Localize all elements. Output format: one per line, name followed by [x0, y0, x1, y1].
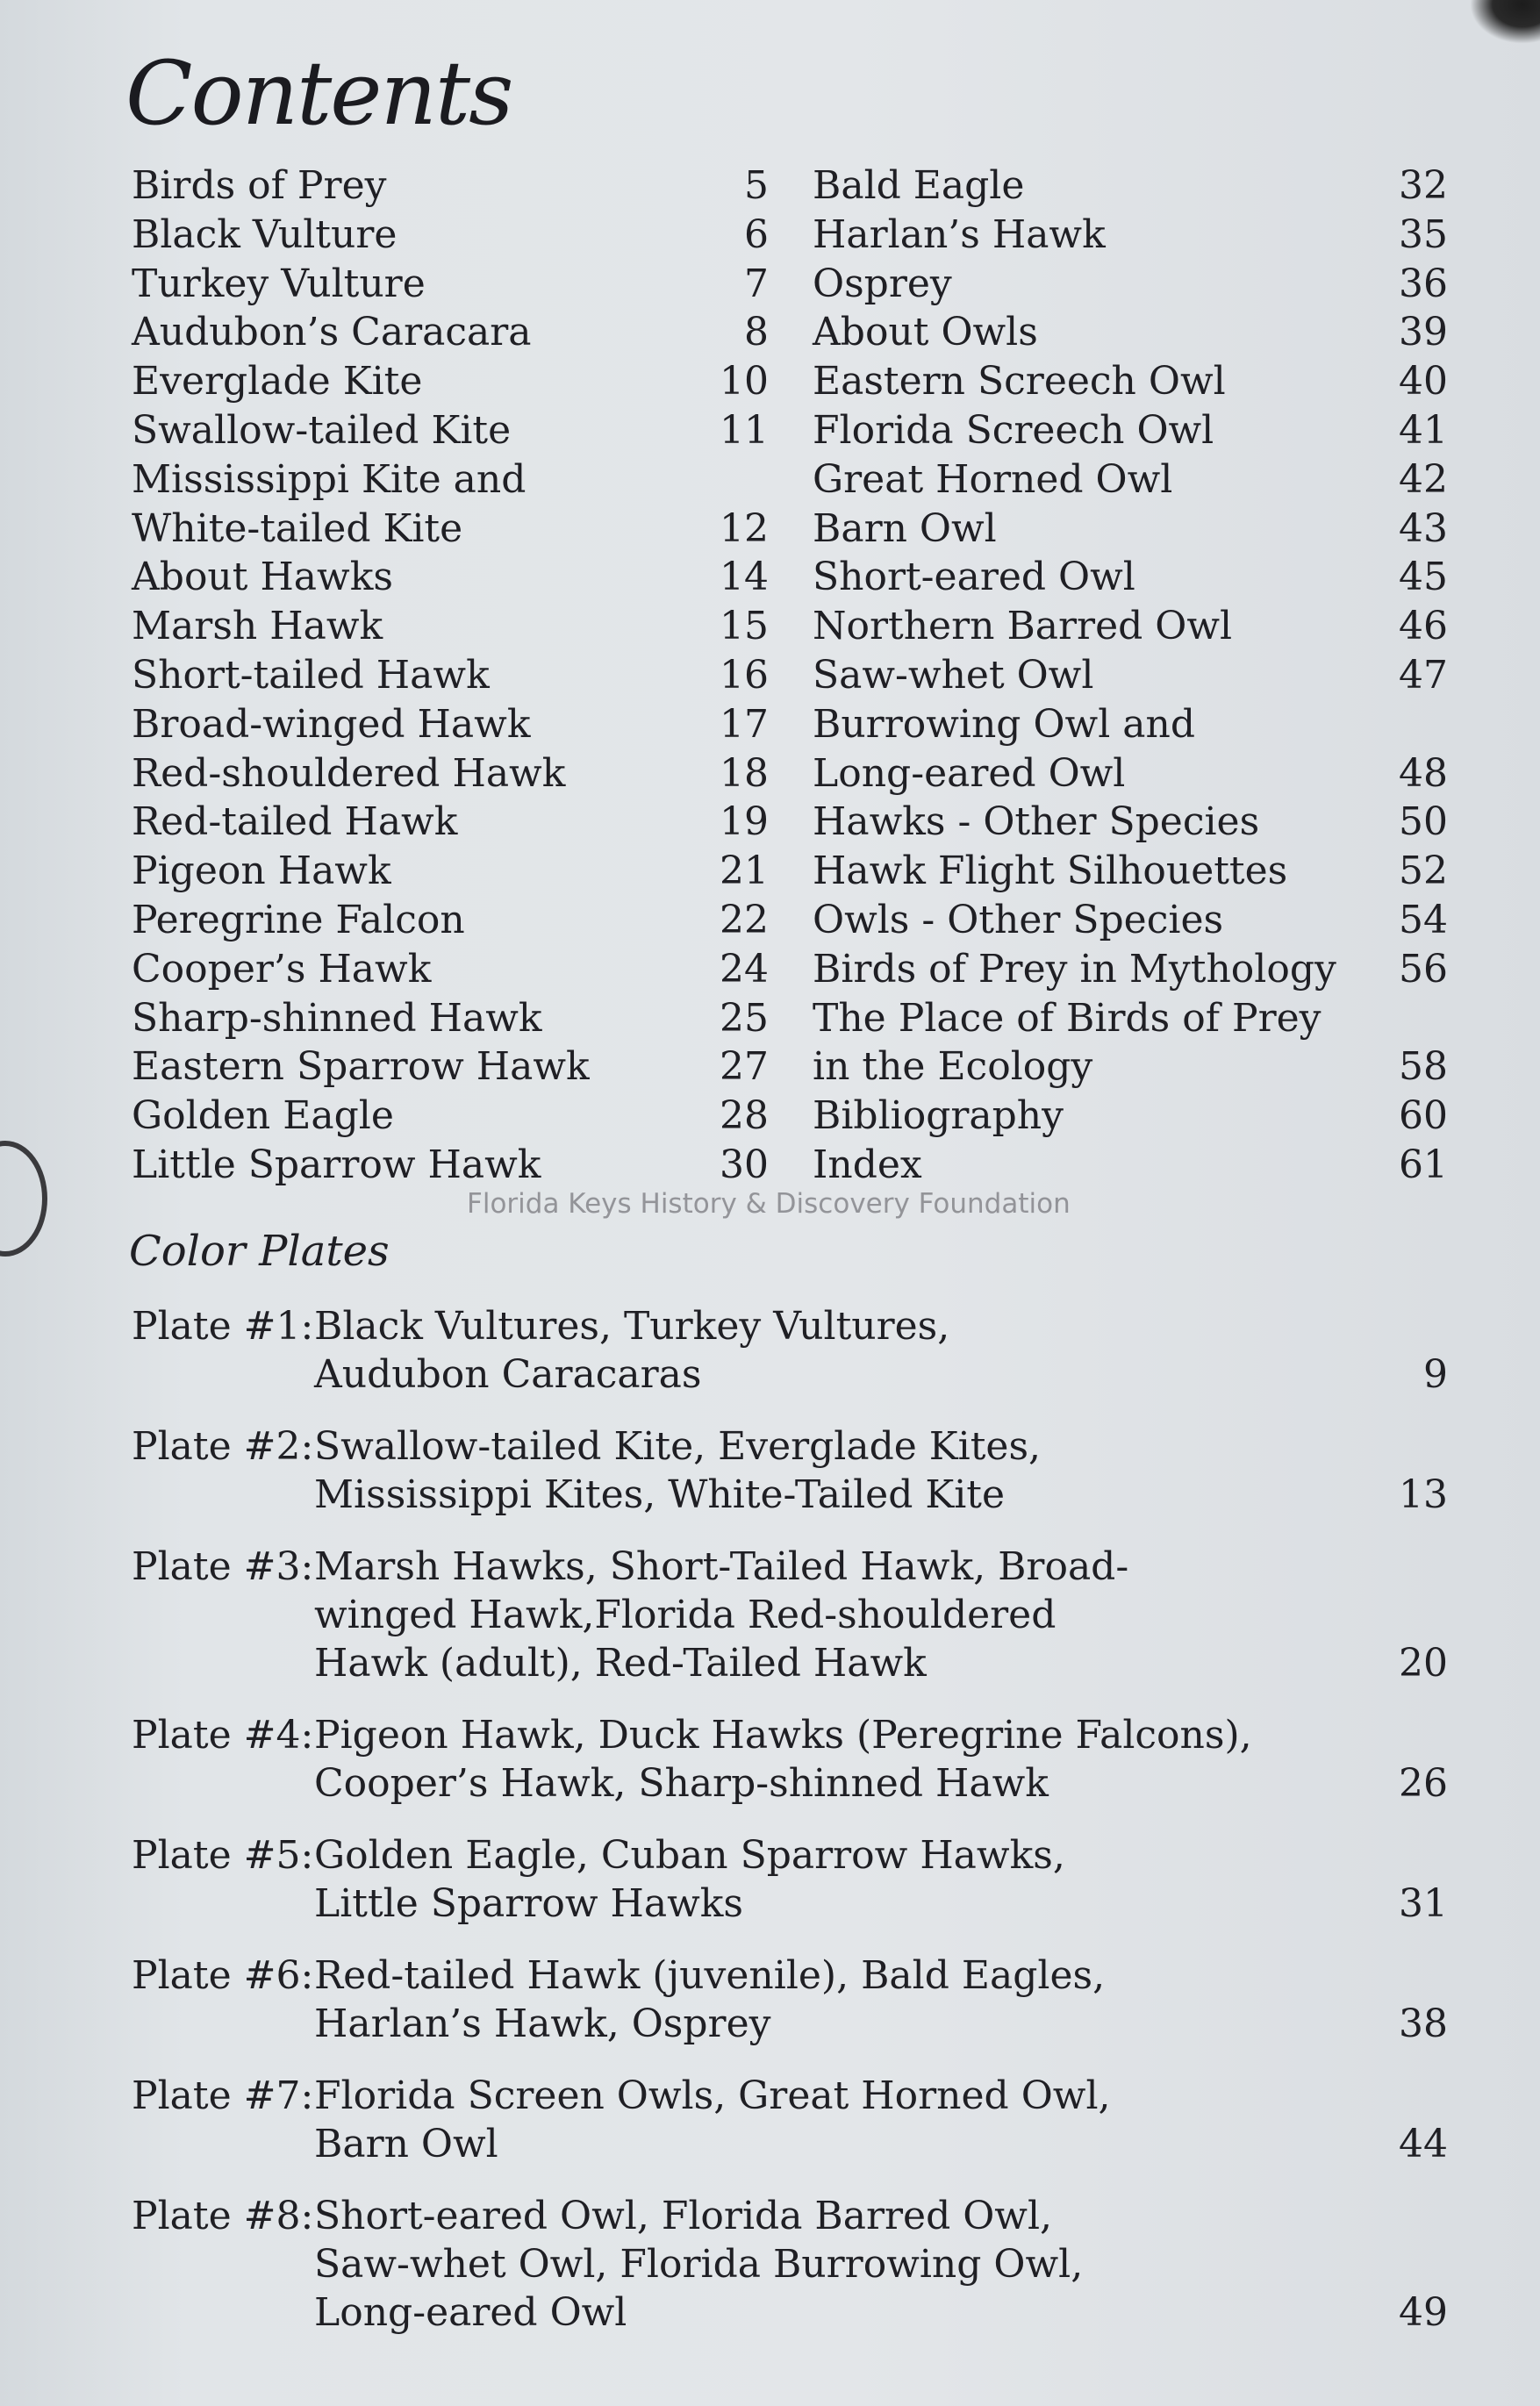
toc-entry-page: 35 [1399, 211, 1448, 257]
toc-entry-page: 17 [720, 701, 769, 747]
plate-description-line: Saw-whet Owl, Florida Burrowing Owl, [314, 2242, 1084, 2287]
toc-entry [813, 211, 1448, 260]
plate-entry [132, 2072, 1448, 2168]
plate-label: Plate #3: [132, 1544, 314, 1589]
plate-description-line: Black Vultures, Turkey Vultures, [314, 1304, 950, 1349]
toc-entry-page: 27 [720, 1044, 769, 1090]
toc-entry-title: Barn Owl [813, 505, 997, 551]
toc-entry [813, 455, 1448, 505]
plate-description-line: Harlan’s Hawk, Osprey [314, 2001, 771, 2046]
toc-entry-title: Cooper’s Hawk [132, 946, 432, 992]
toc-entry-page: 25 [720, 995, 769, 1041]
plate-entry [132, 1711, 1448, 1808]
plate-entry [132, 1302, 1448, 1399]
plate-description-line: Florida Screen Owls, Great Horned Owl, [314, 2073, 1111, 2118]
toc-entry-title: Black Vulture [132, 211, 398, 257]
toc-entry-title: Osprey [813, 261, 952, 306]
plate-label: Plate #1: [132, 1304, 314, 1349]
color-plates-list [132, 1302, 1448, 2360]
plate-description-line: Barn Owl [314, 2122, 498, 2166]
toc-entry-page: 22 [720, 897, 769, 942]
plate-description-line: winged Hawk,Florida Red-shouldered [314, 1593, 1057, 1637]
toc-entry-page: 15 [720, 604, 769, 649]
toc-entry-page: 39 [1399, 310, 1448, 355]
toc-entry [132, 602, 769, 651]
toc-entry-page: 50 [1399, 799, 1448, 845]
plate-entry [132, 1951, 1448, 2048]
toc-entry [132, 455, 769, 554]
toc-entry [132, 994, 769, 1043]
plate-description-line: Mississippi Kites, White-Tailed Kite [314, 1472, 1006, 1517]
toc-entry-title-line: The Place of Birds of Prey [813, 995, 1322, 1041]
toc-entry [132, 211, 769, 260]
toc-entry-page: 61 [1399, 1142, 1448, 1187]
toc-entry [813, 651, 1448, 700]
toc-entry-page: 54 [1399, 897, 1448, 942]
toc-entry-page: 28 [720, 1093, 769, 1139]
plate-label: Plate #6: [132, 1953, 314, 1998]
toc-entry [132, 308, 769, 357]
toc-entry-title: About Hawks [132, 555, 393, 600]
toc-entry-title [813, 994, 1369, 1092]
toc-left-column [132, 161, 769, 1190]
toc-entry [813, 945, 1448, 994]
toc-entry-title: Broad-winged Hawk [132, 701, 531, 747]
toc-entry-page: 40 [1399, 359, 1448, 405]
toc-entry-title-line: Burrowing Owl and [813, 701, 1195, 747]
plate-description-line: Long-eared Owl [314, 2290, 627, 2335]
toc-entry [813, 847, 1448, 896]
toc-entry [132, 700, 769, 749]
toc-entry-page: 18 [720, 750, 769, 796]
toc-entry [813, 602, 1448, 651]
toc-entry [813, 505, 1448, 554]
toc-entry-title: Turkey Vulture [132, 261, 426, 306]
plate-label: Plate #2: [132, 1424, 314, 1469]
plate-entry [132, 1831, 1448, 1928]
plate-label: Plate #8: [132, 2194, 314, 2238]
page-corner-shadow [1470, 0, 1540, 44]
plate-description-line: Golden Eagle, Cuban Sparrow Hawks, [314, 1833, 1065, 1878]
plate-description-line: Hawk (adult), Red-Tailed Hawk [314, 1641, 927, 1686]
plate-description-line: Marsh Hawks, Short-Tailed Hawk, Broad- [314, 1544, 1129, 1589]
plate-entry [132, 1543, 1448, 1687]
toc-entry [813, 406, 1448, 455]
toc-entry-title: Peregrine Falcon [132, 897, 465, 942]
toc-entry-title: Hawk Flight Silhouettes [813, 849, 1288, 894]
toc-entry [132, 847, 769, 896]
plate-page: 13 [1399, 1472, 1448, 1517]
toc-entry-title: Audubon’s Caracara [132, 310, 532, 355]
plate-description [314, 1951, 1360, 2048]
toc-entry-title: Great Horned Owl [813, 456, 1173, 502]
toc-entry-title: Marsh Hawk [132, 604, 383, 649]
plate-page: 44 [1399, 2122, 1448, 2166]
toc-entry-title: Birds of Prey [132, 163, 387, 208]
plate-entry [132, 2192, 1448, 2337]
toc-entry [132, 1042, 769, 1092]
plate-description [314, 2192, 1360, 2337]
plate-description-line: Short-eared Owl, Florida Barred Owl, [314, 2194, 1053, 2238]
plate-description [314, 1543, 1360, 1687]
plate-page: 26 [1399, 1761, 1448, 1806]
toc-entry-page: 10 [720, 359, 769, 405]
toc-entry-page: 24 [720, 946, 769, 992]
plate-label: Plate #5: [132, 1833, 314, 1878]
toc-entry [813, 260, 1448, 309]
toc-entry [813, 896, 1448, 945]
toc-entry [813, 1141, 1448, 1190]
toc-entry-page: 32 [1399, 163, 1448, 208]
toc-entry [813, 798, 1448, 847]
toc-entry [132, 1141, 769, 1190]
toc-entry-title [132, 455, 690, 554]
page-title: Contents [125, 42, 512, 145]
toc-entry [132, 945, 769, 994]
watermark-text: Florida Keys History & Discovery Foundation [467, 1188, 1071, 1220]
toc-entry-title: Swallow-tailed Kite [132, 407, 512, 453]
toc-entry-page: 52 [1399, 849, 1448, 894]
toc-entry [132, 651, 769, 700]
plate-entry [132, 1422, 1448, 1519]
plate-description [314, 1711, 1360, 1808]
plate-description [314, 1422, 1360, 1519]
toc-entry-page: 43 [1399, 505, 1448, 551]
toc-entry-page: 16 [720, 652, 769, 698]
toc-entry-title: Harlan’s Hawk [813, 211, 1106, 257]
toc-entry-title: Short-eared Owl [813, 555, 1135, 600]
toc-entry-title: Golden Eagle [132, 1093, 394, 1139]
plate-page: 49 [1399, 2290, 1448, 2335]
toc-entry [813, 700, 1448, 798]
toc-entry-title: Owls - Other Species [813, 897, 1224, 942]
toc-entry-title: Hawks - Other Species [813, 799, 1260, 845]
toc-entry-title: Bald Eagle [813, 163, 1025, 208]
plate-page: 31 [1399, 1881, 1448, 1926]
toc-entry-title: Eastern Screech Owl [813, 359, 1226, 405]
toc-entry-page: 12 [720, 505, 769, 551]
plate-page: 9 [1423, 1352, 1448, 1397]
toc-entry-page: 36 [1399, 261, 1448, 306]
plate-description-line: Swallow-tailed Kite, Everglade Kites, [314, 1424, 1042, 1469]
toc-entry-page: 6 [744, 211, 769, 257]
toc-entry [132, 161, 769, 211]
toc-entry-title-line: Mississippi Kite and [132, 456, 526, 502]
toc-entry [813, 553, 1448, 602]
plate-description-line: Audubon Caracaras [314, 1352, 702, 1397]
toc-entry-title: Index [813, 1142, 922, 1187]
plate-page: 20 [1399, 1641, 1448, 1686]
toc-entry-page: 48 [1399, 750, 1448, 796]
toc-entry [813, 1092, 1448, 1141]
binder-ring [0, 1141, 47, 1257]
toc-entry-page: 47 [1399, 652, 1448, 698]
toc-entry-title [813, 700, 1369, 798]
toc-entry [813, 308, 1448, 357]
toc-entry-title: Sharp-shinned Hawk [132, 995, 542, 1041]
toc-right-column [813, 161, 1448, 1190]
toc-entry-page: 41 [1399, 407, 1448, 453]
toc-entry-title: Pigeon Hawk [132, 849, 391, 894]
toc-entry-title-line: in the Ecology [813, 1044, 1093, 1090]
toc-entry-title: Everglade Kite [132, 359, 423, 405]
toc-entry-title: Red-shouldered Hawk [132, 750, 566, 796]
toc-entry [132, 749, 769, 798]
toc-entry [132, 553, 769, 602]
plate-description [314, 1302, 1360, 1399]
toc-entry-title: About Owls [813, 310, 1038, 355]
toc-entry [813, 357, 1448, 406]
toc-entry-page: 8 [744, 310, 769, 355]
toc-entry-title-line: Long-eared Owl [813, 750, 1126, 796]
toc-entry [132, 260, 769, 309]
toc-entry-title: Short-tailed Hawk [132, 652, 490, 698]
toc-entry-page: 14 [720, 555, 769, 600]
toc-entry-title: Saw-whet Owl [813, 652, 1094, 698]
plate-description-line: Red-tailed Hawk (juvenile), Bald Eagles, [314, 1953, 1106, 1998]
toc-entry-title: Bibliography [813, 1093, 1064, 1139]
plate-description-line: Cooper’s Hawk, Sharp-shinned Hawk [314, 1761, 1049, 1806]
toc-entry-page: 21 [720, 849, 769, 894]
toc-entry-page: 42 [1399, 456, 1448, 502]
color-plates-heading: Color Plates [129, 1227, 390, 1276]
toc-entry-page: 56 [1399, 946, 1448, 992]
toc-entry [813, 994, 1448, 1092]
toc-entry-page: 7 [744, 261, 769, 306]
toc-entry [132, 1092, 769, 1141]
toc-entry-title-line: White-tailed Kite [132, 505, 463, 551]
plate-label: Plate #7: [132, 2073, 314, 2118]
toc-entry [813, 161, 1448, 211]
plate-label: Plate #4: [132, 1713, 314, 1758]
toc-entry [132, 357, 769, 406]
toc-entry-title: Northern Barred Owl [813, 604, 1233, 649]
toc-entry-title: Little Sparrow Hawk [132, 1142, 541, 1187]
toc-entry-page: 19 [720, 799, 769, 845]
plate-description [314, 2072, 1360, 2168]
toc-entry-page: 60 [1399, 1093, 1448, 1139]
toc-entry-page: 30 [720, 1142, 769, 1187]
plate-page: 38 [1399, 2001, 1448, 2046]
plate-description-line: Pigeon Hawk, Duck Hawks (Peregrine Falcons), [314, 1713, 1252, 1758]
plate-description-line: Little Sparrow Hawks [314, 1881, 744, 1926]
toc-entry-page: 45 [1399, 555, 1448, 600]
toc-entry-title: Florida Screech Owl [813, 407, 1214, 453]
plate-description [314, 1831, 1360, 1928]
toc-entry-title: Red-tailed Hawk [132, 799, 458, 845]
toc-entry-page: 46 [1399, 604, 1448, 649]
toc-entry [132, 798, 769, 847]
toc-entry [132, 896, 769, 945]
toc-entry-page: 11 [720, 407, 769, 453]
toc-entry-title: Birds of Prey in Mythology [813, 946, 1336, 992]
toc-entry-page: 58 [1399, 1044, 1448, 1090]
toc-entry-page: 5 [744, 163, 769, 208]
toc-entry [132, 406, 769, 455]
toc-entry-title: Eastern Sparrow Hawk [132, 1044, 590, 1090]
